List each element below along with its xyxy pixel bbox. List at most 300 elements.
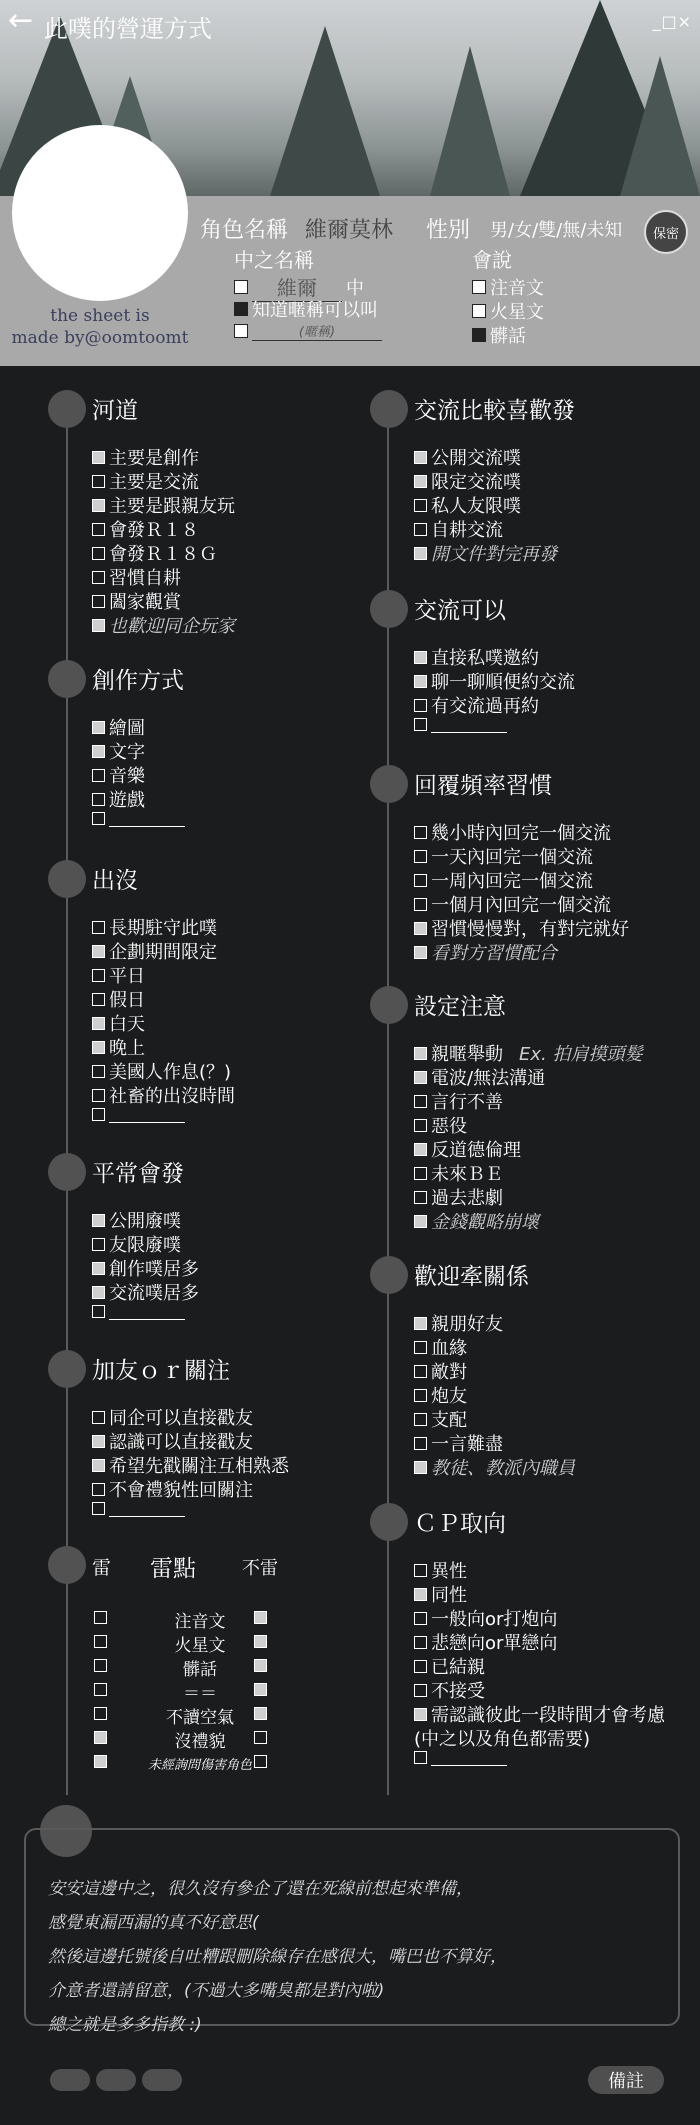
option-label: 文字 [109,742,145,763]
option-item[interactable] [92,1231,181,1257]
option-item[interactable] [414,692,539,718]
note-line: 感覺東漏西漏的真不好意思( [48,1913,259,1933]
option-item[interactable] [92,468,199,494]
timeline-line-right [387,425,389,1795]
taboo-col-left: 雷 [92,1557,112,1579]
tab-pill-2[interactable] [96,2069,136,2091]
option-label: 電波/無法溝通 [431,1068,546,1089]
checkbox[interactable] [92,571,105,584]
zhongzhi-label: 中之名稱 [234,248,314,272]
checkbox-checked[interactable] [472,328,486,342]
checkbox[interactable] [92,1089,105,1102]
checkbox-checked[interactable] [94,1755,107,1768]
checkbox-checked[interactable] [414,547,427,560]
checkbox-checked[interactable] [92,1435,105,1448]
checkbox-checked[interactable] [414,475,427,488]
option-item[interactable] [414,644,539,670]
checkbox-checked[interactable] [92,1459,105,1472]
option-item[interactable] [92,1404,253,1430]
checkbox[interactable] [92,1108,105,1121]
option-label: 聊一聊順便約交流 [431,672,575,693]
blank-line[interactable] [109,1303,185,1320]
option-item[interactable] [414,1184,503,1210]
option-item[interactable] [92,1082,235,1108]
option-label: 一言難盡 [431,1434,503,1455]
option-item[interactable] [414,1064,545,1090]
option-label: 公開廢噗 [109,1211,181,1232]
note-line: 介意者還請留意，(不過大多嘴臭都是對內啦) [48,1981,385,2001]
option-item[interactable] [92,1279,199,1305]
option-label: 公開交流噗 [431,448,521,469]
checkbox[interactable] [92,475,105,488]
checkbox[interactable] [414,499,427,512]
option-item[interactable] [92,810,185,827]
option-label: 炮友 [431,1386,467,1407]
checkbox[interactable] [92,1411,105,1424]
taboo-item: 未經詢問傷害角色 [147,1758,252,1773]
option-label: 開文件對完再發 [431,544,557,565]
checkbox[interactable] [414,1636,427,1649]
checkbox[interactable] [94,1635,107,1648]
taboo-item: 不讀空氣 [166,1708,234,1728]
checkbox-checked[interactable] [414,946,427,959]
option-item[interactable] [92,1452,289,1478]
checkbox[interactable] [94,1683,107,1696]
taboo-title: 雷點 [150,1556,196,1582]
option-item[interactable] [414,939,557,965]
option-label: 教徒、教派內職員 [431,1458,575,1479]
section-title: 出沒 [92,868,138,894]
checkbox[interactable] [94,1707,107,1720]
option-label: 一般向or打炮向 [431,1609,558,1630]
option-item[interactable] [414,1382,467,1408]
checkbox[interactable] [414,1564,427,1577]
checkbox-checked[interactable] [92,1017,105,1030]
option-item[interactable] [92,444,199,470]
option-label: 創作噗居多 [109,1259,199,1280]
note-line: 總之就是多多指教 :) [48,2015,202,2035]
option-item[interactable] [414,819,611,845]
checkbox-checked[interactable] [92,1041,105,1054]
option-label: 晚上 [109,1038,145,1059]
section-title: 歡迎牽關係 [414,1264,529,1290]
checkbox-checked[interactable] [254,1611,267,1624]
checkbox[interactable] [92,769,105,782]
option-label: 反道德倫理 [431,1140,521,1161]
section-dot [370,1503,408,1541]
checkbox[interactable] [414,1413,427,1426]
checkbox-checked[interactable] [92,1262,105,1275]
checkbox-checked[interactable] [92,721,105,734]
option-label: 親暱舉動 [431,1044,503,1065]
checkbox-checked[interactable] [234,302,248,316]
option-label: 親朋好友 [431,1314,503,1335]
checkbox[interactable] [414,523,427,536]
gender-label: 性別 [426,218,471,243]
credit-line-2: made by@oomtoomt [11,328,189,348]
section-title: 回覆頻率習慣 [414,773,552,799]
option-label: 惡役 [431,1116,467,1137]
section-dot [370,1256,408,1294]
option-label: 不會禮貌性回關注 [109,1480,253,1501]
option-item[interactable] [92,786,145,812]
tab-pill-3[interactable] [142,2069,182,2091]
checkbox[interactable] [414,1437,427,1450]
option-item[interactable] [414,1406,467,1432]
checkbox-checked[interactable] [414,451,427,464]
checkbox-checked[interactable] [414,1143,427,1156]
lang-text: 注音文 [490,278,544,299]
lang-row-2[interactable] [472,298,544,324]
taboo-col-right: 不雷 [242,1558,278,1579]
checkbox[interactable] [92,547,105,560]
option-item[interactable] [92,1010,145,1036]
option-item[interactable] [414,1310,503,1336]
section-dot [48,1153,86,1191]
option-item[interactable] [414,1581,467,1607]
option-item[interactable] [92,914,217,940]
option-label: 看對方習慣配合 [431,943,557,964]
checkbox-checked[interactable] [92,451,105,464]
option-item[interactable] [414,1677,485,1703]
option-item[interactable] [414,516,503,542]
checkbox-checked[interactable] [92,1286,105,1299]
option-label: 直接私噗邀約 [431,648,539,669]
checkbox[interactable] [414,1660,427,1673]
blank-line[interactable] [109,810,185,827]
checkbox-checked[interactable] [254,1659,267,1672]
checkbox[interactable] [414,874,427,887]
option-item[interactable] [92,738,145,764]
option-item[interactable] [92,588,181,614]
checkbox[interactable] [254,1731,267,1744]
checkbox[interactable] [414,699,427,712]
option-item[interactable] [414,1136,521,1162]
option-label: 言行不善 [431,1092,503,1113]
option-item[interactable] [414,867,593,893]
option-label: 自耕交流 [431,520,503,541]
window-controls[interactable]: _□× [652,12,692,31]
back-arrow-icon[interactable]: ← [8,3,34,38]
option-item[interactable] [414,1088,503,1114]
option-item[interactable] [414,668,575,694]
option-item[interactable] [414,716,507,733]
checkbox[interactable] [414,1191,427,1204]
section-dot [370,390,408,428]
checkbox[interactable] [254,1755,267,1768]
checkbox[interactable] [92,1305,105,1318]
option-item[interactable] [414,1160,503,1186]
option-label: 一周內回完一個交流 [431,871,593,892]
secret-button[interactable]: 保密 [644,210,688,254]
option-label: 繪圖 [109,718,145,739]
option-label: 未來ＢＥ [431,1164,503,1185]
option-item[interactable] [414,1725,590,1751]
option-item[interactable] [414,540,557,566]
checkbox[interactable] [414,1684,427,1697]
option-item[interactable] [92,1058,231,1084]
timeline-line-left [66,425,68,1795]
option-label: 同企可以直接戳友 [109,1408,253,1429]
note-line: 然後這邊托號後自吐糟跟刪除線存在感很大，嘴巴也不算好， [48,1947,507,1967]
option-label: 需認識彼此一段時間才會考慮 [431,1705,665,1726]
option-label: 社畜的出沒時間 [109,1086,235,1107]
checkbox-checked[interactable] [254,1635,267,1648]
option-label: 會發Ｒ１８ [109,520,199,541]
checkbox[interactable] [94,1659,107,1672]
option-label: 主要是創作 [109,448,199,469]
option-label: 異性 [431,1561,467,1582]
option-item[interactable] [414,1208,539,1234]
section-dot [48,860,86,898]
taboo-item: 注音文 [174,1612,226,1632]
option-label: 闔家觀賞 [109,592,181,613]
option-item[interactable] [92,1255,199,1281]
section-title: 平常會發 [92,1161,184,1187]
checkbox-checked[interactable] [414,651,427,664]
option-item[interactable] [92,492,235,518]
lang-row-1[interactable] [472,274,544,300]
option-item[interactable] [92,1500,185,1517]
role-name-value: 維爾莫林 [305,218,394,243]
option-label: 主要是跟親友玩 [109,496,235,517]
option-item[interactable] [92,986,145,1012]
option-label: 一天內回完一個交流 [431,847,593,868]
checkbox-checked[interactable] [92,499,105,512]
checkbox[interactable] [414,1119,427,1132]
option-item[interactable] [92,564,181,590]
checkbox-checked[interactable] [92,945,105,958]
option-item[interactable] [414,1430,503,1456]
language-label: 會說 [472,248,512,272]
checkbox[interactable] [234,280,248,294]
option-item[interactable] [92,938,217,964]
option-item[interactable] [92,612,235,638]
option-item[interactable] [92,540,217,566]
option-label: 長期駐守此噗 [109,918,217,939]
checkbox[interactable] [92,523,105,536]
option-item[interactable] [414,891,611,917]
option-label: 過去悲劇 [431,1188,503,1209]
section-title: 交流比較喜歡發 [414,398,575,424]
section-dot [48,660,86,698]
option-item[interactable] [414,1358,467,1384]
checkbox-checked[interactable] [414,1047,427,1060]
option-item[interactable] [92,1106,185,1123]
checkbox-checked[interactable] [414,675,427,688]
avatar[interactable] [12,125,188,301]
option-label: 認識可以直接戳友 [109,1432,253,1453]
checkbox-checked[interactable] [254,1683,267,1696]
option-label: 私人友限噗 [431,496,521,517]
checkbox-checked[interactable] [414,1708,427,1721]
option-label: 血緣 [431,1338,467,1359]
option-item[interactable] [414,468,521,494]
option-label: 企劃期間限定 [109,942,217,963]
option-item[interactable] [414,1334,467,1360]
option-item[interactable] [414,1112,467,1138]
option-item[interactable] [414,1653,485,1679]
checkbox-checked[interactable] [92,619,105,632]
option-label: 會發Ｒ１８Ｇ [109,544,217,565]
zhongzhi-suffix: 中 [346,278,364,299]
lang-row-3[interactable] [472,322,526,348]
name-blank: 維爾 [252,272,342,302]
option-item[interactable] [92,762,145,788]
checkbox[interactable] [92,921,105,934]
option-item[interactable] [92,962,145,988]
section-title: 創作方式 [92,668,184,694]
option-label: 希望先戳關注互相熟悉 [109,1456,289,1477]
option-label: 敵對 [431,1362,467,1383]
option-label: (中之以及角色都需要) [414,1729,591,1750]
tab-pill-1[interactable] [50,2069,90,2091]
blank-line[interactable] [109,1500,185,1517]
option-label: 美國人作息(？) [109,1062,232,1083]
taboo-item: 髒話 [183,1660,217,1680]
option-note: Ex. 拍肩摸頭髮 [519,1044,643,1065]
nickname-blank: (暱稱) [252,321,382,341]
checkbox[interactable] [414,1095,427,1108]
zhongzhi-row-3[interactable] [234,321,382,341]
checkbox[interactable] [92,812,105,825]
taboo-item: ＝＝ [183,1684,217,1704]
checkbox[interactable] [92,1238,105,1251]
option-label: 交流噗居多 [109,1283,199,1304]
option-item[interactable] [414,1749,507,1766]
checkbox[interactable] [414,1751,427,1764]
section-dot [48,1350,86,1388]
lang-text: 火星文 [490,302,544,323]
title-bar [0,0,700,46]
option-item[interactable] [92,1476,253,1502]
section-title: 設定注意 [414,994,506,1020]
option-label: 金錢觀略崩壞 [431,1212,539,1233]
option-item[interactable] [92,1303,185,1320]
option-item[interactable] [92,714,145,740]
section-dot [370,590,408,628]
section-dot [48,390,86,428]
option-label: 有交流過再約 [431,696,539,717]
option-item[interactable] [92,1428,253,1454]
option-label: 悲戀向or單戀向 [431,1633,558,1654]
section-title: 交流可以 [414,598,506,624]
checkbox[interactable] [92,1065,105,1078]
section-dot [48,1546,86,1584]
option-item[interactable] [414,843,593,869]
option-label: 平日 [109,966,145,987]
option-label: 主要是交流 [109,472,199,493]
option-item[interactable] [414,1701,665,1727]
checkbox-checked[interactable] [254,1707,267,1720]
zhongzhi-row-2[interactable] [234,296,378,322]
section-title: 河道 [92,398,138,424]
checkbox[interactable] [414,898,427,911]
checkbox[interactable] [92,993,105,1006]
lang-text: 髒話 [490,326,526,347]
checkbox[interactable] [414,1167,427,1180]
checkbox-checked[interactable] [414,1071,427,1084]
checkbox[interactable] [414,826,427,839]
option-label: 已結親 [431,1657,485,1678]
checkbox-checked[interactable] [414,1588,427,1601]
checkbox-checked[interactable] [414,922,427,935]
credit [0,305,200,349]
checkbox[interactable] [414,1341,427,1354]
checkbox[interactable] [472,304,486,318]
checkbox-checked[interactable] [414,1215,427,1228]
option-label: 白天 [109,1014,145,1035]
option-label: 也歡迎同企玩家 [109,616,235,637]
option-label: 習慣慢慢對，有對完就好 [431,919,629,940]
option-item[interactable] [414,492,521,518]
option-item[interactable] [92,516,199,542]
option-label: 遊戲 [109,790,145,811]
checkbox[interactable] [92,1483,105,1496]
checkbox-checked[interactable] [94,1731,107,1744]
option-item[interactable] [414,1454,575,1480]
option-item[interactable] [414,1629,557,1655]
option-item[interactable] [414,444,521,470]
option-label: 友限廢噗 [109,1235,181,1256]
remark-button[interactable]: 備註 [588,2066,664,2094]
option-label: 同性 [431,1585,467,1606]
role-name-label: 角色名稱 [200,218,289,243]
checkbox[interactable] [92,1502,105,1515]
section-dot [370,986,408,1024]
zhongzhi-text: 知道暱稱可以叫 [252,300,378,321]
option-item[interactable] [92,1207,181,1233]
option-item[interactable] [92,1034,145,1060]
checkbox[interactable] [92,595,105,608]
checkbox[interactable] [414,718,427,731]
checkbox[interactable] [234,324,248,338]
checkbox[interactable] [414,1389,427,1402]
option-label: 音樂 [109,766,145,787]
checkbox-checked[interactable] [414,1461,427,1474]
taboo-item: 沒禮貌 [174,1732,226,1752]
blank-line[interactable] [431,1749,507,1766]
section-title: 加友ｏｒ關注 [92,1358,230,1384]
checkbox[interactable] [92,793,105,806]
checkbox[interactable] [92,969,105,982]
page-title: 此噗的營運方式 [44,15,212,43]
checkbox[interactable] [94,1611,107,1624]
option-label: 限定交流噗 [431,472,521,493]
section-dot [370,765,408,803]
taboo-item: 火星文 [174,1636,226,1656]
checkbox[interactable] [414,1612,427,1625]
option-label: 支配 [431,1410,467,1431]
option-label: 幾小時內回完一個交流 [431,823,611,844]
checkbox-checked[interactable] [92,1214,105,1227]
option-label: 假日 [109,990,145,1011]
blank-line[interactable] [431,716,507,733]
blank-line[interactable] [109,1106,185,1123]
option-item[interactable] [414,1557,467,1583]
option-label: 習慣自耕 [109,568,181,589]
checkbox-checked[interactable] [92,745,105,758]
checkbox[interactable] [414,1365,427,1378]
option-item[interactable] [414,1040,642,1066]
section-title: ＣＰ取向 [414,1511,506,1537]
checkbox[interactable] [414,850,427,863]
option-item[interactable] [414,915,629,941]
checkbox[interactable] [472,280,486,294]
option-item[interactable] [414,1605,557,1631]
gender-options: 男/女/雙/無/未知 [490,220,623,241]
checkbox-checked[interactable] [414,1317,427,1330]
